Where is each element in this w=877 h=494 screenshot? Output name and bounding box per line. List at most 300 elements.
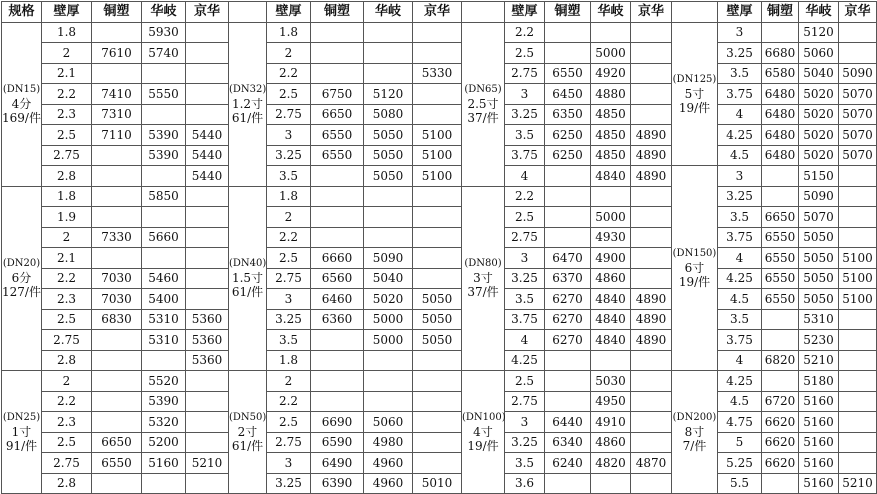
tongsu-price: 6620	[762, 432, 799, 453]
jinghua-price	[631, 207, 672, 228]
jinghua-price	[186, 186, 229, 207]
column-header: 京华	[839, 2, 877, 23]
wall-cell: 2.5	[505, 371, 545, 392]
tongsu-price	[762, 22, 799, 43]
huaqi-price: 5060	[364, 412, 413, 433]
jinghua-price	[839, 453, 877, 474]
jinghua-price	[186, 43, 229, 64]
wall-cell: 1.8	[267, 22, 311, 43]
spec-pack: 37/件	[467, 285, 499, 300]
huaqi-price: 5160	[799, 391, 839, 412]
wall-cell: 2.75	[267, 268, 311, 289]
tongsu-price	[311, 22, 364, 43]
huaqi-price	[364, 186, 413, 207]
spec-size: 5寸	[684, 86, 705, 101]
wall-cell: 3.5	[718, 309, 762, 330]
jinghua-price: 5440	[186, 125, 229, 146]
spec-pack: 37/件	[467, 111, 499, 125]
jinghua-price	[186, 22, 229, 43]
tongsu-price	[311, 166, 364, 187]
jinghua-price: 5070	[839, 104, 877, 125]
wall-cell: 2.2	[42, 391, 92, 412]
wall-cell: 4.25	[505, 350, 545, 371]
jinghua-price	[413, 391, 462, 412]
spec-dn: (DN80)	[464, 258, 502, 270]
huaqi-price: 5740	[142, 43, 186, 64]
huaqi-price: 5160	[799, 432, 839, 453]
wall-cell: 2.3	[42, 104, 92, 125]
price-table	[1, 1, 877, 494]
spec-size: 3寸	[473, 271, 493, 286]
column-header: 华岐	[799, 2, 839, 23]
jinghua-price	[631, 227, 672, 248]
huaqi-price: 5230	[799, 330, 839, 351]
tongsu-price: 6680	[762, 43, 799, 64]
huaqi-price	[364, 207, 413, 228]
jinghua-price: 5070	[839, 125, 877, 146]
huaqi-price: 4860	[591, 268, 631, 289]
jinghua-price	[631, 63, 672, 84]
spec-dn: (DN200)	[672, 412, 717, 423]
jinghua-price	[631, 22, 672, 43]
jinghua-price	[186, 84, 229, 105]
table-row	[2, 412, 877, 433]
tongsu-price: 7110	[92, 125, 142, 146]
huaqi-price	[591, 350, 631, 371]
wall-cell: 3	[718, 22, 762, 43]
wall-cell: 2.1	[42, 248, 92, 269]
wall-cell: 1.8	[42, 186, 92, 207]
huaqi-price: 4960	[364, 473, 413, 494]
huaqi-price: 4840	[591, 289, 631, 310]
huaqi-price: 5050	[799, 227, 839, 248]
tongsu-price	[311, 350, 364, 371]
jinghua-price	[186, 63, 229, 84]
jinghua-price	[186, 371, 229, 392]
wall-cell: 2	[42, 43, 92, 64]
wall-cell: 3	[505, 248, 545, 269]
jinghua-price: 5070	[839, 84, 877, 105]
jinghua-price	[186, 227, 229, 248]
tongsu-price	[311, 391, 364, 412]
tongsu-price: 6650	[92, 432, 142, 453]
column-header: 京华	[413, 2, 462, 23]
huaqi-price: 5050	[364, 125, 413, 146]
huaqi-price	[364, 63, 413, 84]
table-body	[2, 22, 877, 494]
spec-pack: 7/件	[682, 439, 707, 453]
huaqi-price: 5090	[364, 248, 413, 269]
wall-cell: 2.75	[42, 145, 92, 166]
spec-size: 1.5寸	[231, 271, 264, 286]
jinghua-price: 5100	[839, 268, 877, 289]
spec-dn: (DN15)	[2, 84, 41, 95]
jinghua-price: 5210	[839, 473, 877, 494]
wall-cell: 4.5	[718, 391, 762, 412]
jinghua-price	[631, 350, 672, 371]
wall-cell: 2.5	[267, 412, 311, 433]
huaqi-price: 5160	[799, 473, 839, 494]
jinghua-price	[631, 43, 672, 64]
wall-cell: 3	[267, 289, 311, 310]
huaqi-price: 4910	[591, 412, 631, 433]
jinghua-price: 5090	[839, 63, 877, 84]
wall-cell: 2.2	[267, 227, 311, 248]
jinghua-price	[839, 330, 877, 351]
wall-cell: 2.5	[505, 43, 545, 64]
tongsu-price	[762, 473, 799, 494]
spec-size: 1.2寸	[231, 97, 264, 111]
tongsu-price	[545, 391, 591, 412]
spec-cell	[229, 22, 267, 186]
huaqi-price: 5060	[799, 43, 839, 64]
wall-cell: 3.25	[267, 473, 311, 494]
wall-cell: 3.5	[505, 125, 545, 146]
huaqi-price: 5000	[591, 43, 631, 64]
jinghua-price: 4890	[631, 166, 672, 187]
huaqi-price: 5070	[799, 207, 839, 228]
column-header: 壁厚	[718, 2, 762, 23]
tongsu-price: 6690	[311, 412, 364, 433]
huaqi-price: 5050	[799, 268, 839, 289]
wall-cell: 3.25	[505, 432, 545, 453]
wall-cell: 3.5	[718, 207, 762, 228]
tongsu-price: 6480	[762, 145, 799, 166]
tongsu-price	[545, 371, 591, 392]
huaqi-price	[364, 227, 413, 248]
jinghua-price	[839, 371, 877, 392]
huaqi-price: 5160	[142, 453, 186, 474]
tongsu-price: 6560	[311, 268, 364, 289]
wall-cell: 2.75	[505, 227, 545, 248]
tongsu-price: 6720	[762, 391, 799, 412]
huaqi-price: 5930	[142, 22, 186, 43]
spec-cell	[229, 371, 267, 494]
jinghua-price: 4890	[631, 309, 672, 330]
huaqi-price	[142, 166, 186, 187]
spec-size: 4寸	[473, 425, 493, 439]
huaqi-price	[142, 63, 186, 84]
column-header: 铜塑	[545, 2, 591, 23]
wall-cell: 4.25	[718, 268, 762, 289]
huaqi-price: 5180	[799, 371, 839, 392]
tongsu-price: 6340	[545, 432, 591, 453]
huaqi-price: 4840	[591, 330, 631, 351]
jinghua-price	[413, 268, 462, 289]
tongsu-price: 6550	[311, 145, 364, 166]
tongsu-price: 7410	[92, 84, 142, 105]
spec-dn: (DN65)	[464, 84, 502, 95]
tongsu-price: 6550	[762, 289, 799, 310]
huaqi-price	[142, 248, 186, 269]
tongsu-price	[311, 207, 364, 228]
huaqi-price: 4840	[591, 309, 631, 330]
spec-pack: 61/件	[231, 285, 264, 300]
wall-cell: 5	[718, 432, 762, 453]
tongsu-price	[92, 412, 142, 433]
wall-cell: 3.6	[505, 473, 545, 494]
jinghua-price	[413, 22, 462, 43]
huaqi-price: 4820	[591, 453, 631, 474]
huaqi-price	[364, 350, 413, 371]
wall-cell: 2.5	[267, 248, 311, 269]
wall-cell: 1.8	[42, 22, 92, 43]
table-row	[2, 22, 877, 43]
huaqi-price: 5040	[799, 63, 839, 84]
tongsu-price: 6480	[762, 104, 799, 125]
wall-cell: 3.75	[505, 309, 545, 330]
column-header: 铜塑	[92, 2, 142, 23]
jinghua-price	[413, 43, 462, 64]
spec-size: 2寸	[237, 425, 258, 439]
wall-cell: 2	[42, 371, 92, 392]
spec-dn: (DN25)	[2, 412, 41, 423]
tongsu-price	[545, 350, 591, 371]
column-header: 京华	[186, 2, 229, 23]
tongsu-price: 6440	[545, 412, 591, 433]
tongsu-price	[762, 309, 799, 330]
jinghua-price: 5100	[413, 125, 462, 146]
table-row	[2, 350, 877, 371]
huaqi-price	[364, 391, 413, 412]
spec-cell	[462, 186, 505, 371]
spec-size: 8寸	[684, 425, 705, 439]
jinghua-price: 5100	[839, 289, 877, 310]
huaqi-price: 5520	[142, 371, 186, 392]
tongsu-price	[92, 63, 142, 84]
huaqi-price: 5310	[142, 330, 186, 351]
table-row	[2, 227, 877, 248]
huaqi-price: 5320	[142, 412, 186, 433]
jinghua-price	[631, 412, 672, 433]
wall-cell: 2.75	[42, 330, 92, 351]
jinghua-price	[186, 432, 229, 453]
wall-cell: 2.3	[42, 412, 92, 433]
tongsu-price: 6580	[762, 63, 799, 84]
jinghua-price	[186, 412, 229, 433]
tongsu-price	[92, 473, 142, 494]
huaqi-price	[142, 104, 186, 125]
tongsu-price: 6550	[762, 227, 799, 248]
huaqi-price: 5050	[364, 145, 413, 166]
wall-cell: 3	[505, 84, 545, 105]
jinghua-price	[631, 268, 672, 289]
wall-cell: 2	[267, 371, 311, 392]
wall-cell: 2.75	[267, 432, 311, 453]
jinghua-price	[631, 371, 672, 392]
huaqi-price: 5390	[142, 145, 186, 166]
wall-cell: 4	[718, 350, 762, 371]
tongsu-price: 6550	[762, 268, 799, 289]
tongsu-price: 6390	[311, 473, 364, 494]
table-row	[2, 63, 877, 84]
tongsu-price	[92, 371, 142, 392]
jinghua-price: 4870	[631, 453, 672, 474]
wall-cell: 1.8	[267, 350, 311, 371]
tongsu-price: 6480	[762, 125, 799, 146]
spec-cell	[462, 371, 505, 494]
tongsu-price: 6460	[311, 289, 364, 310]
tongsu-price: 6490	[311, 453, 364, 474]
huaqi-price: 4850	[591, 104, 631, 125]
jinghua-price	[839, 309, 877, 330]
huaqi-price: 5160	[799, 453, 839, 474]
huaqi-price: 5150	[799, 166, 839, 187]
tongsu-price: 7310	[92, 104, 142, 125]
wall-cell: 3	[267, 453, 311, 474]
wall-cell: 4	[505, 330, 545, 351]
jinghua-price	[413, 186, 462, 207]
wall-cell: 3.75	[505, 145, 545, 166]
wall-cell: 2	[267, 207, 311, 228]
huaqi-price: 5390	[142, 391, 186, 412]
spec-cell	[229, 186, 267, 371]
jinghua-price	[413, 371, 462, 392]
spec-pack: 127/件	[2, 285, 41, 300]
jinghua-price	[413, 248, 462, 269]
table-row	[2, 453, 877, 474]
wall-cell: 4	[505, 166, 545, 187]
spec-cell	[2, 186, 42, 371]
huaqi-price: 5080	[364, 104, 413, 125]
spec-dn: (DN50)	[229, 412, 267, 423]
wall-cell: 2.2	[42, 84, 92, 105]
spec-pack: 19/件	[678, 100, 711, 115]
tongsu-price	[545, 207, 591, 228]
spec-size: 2.5寸	[467, 97, 499, 111]
jinghua-price	[631, 104, 672, 125]
tongsu-price: 6250	[545, 125, 591, 146]
jinghua-price: 5050	[413, 289, 462, 310]
jinghua-price	[839, 350, 877, 371]
wall-cell: 4.5	[718, 289, 762, 310]
jinghua-price	[839, 227, 877, 248]
jinghua-price: 5360	[186, 350, 229, 371]
jinghua-price	[631, 391, 672, 412]
tongsu-price	[545, 43, 591, 64]
jinghua-price	[186, 268, 229, 289]
spec-dn: (DN40)	[229, 258, 267, 270]
huaqi-price: 5400	[142, 289, 186, 310]
jinghua-price	[631, 432, 672, 453]
wall-cell: 4.75	[718, 412, 762, 433]
wall-cell: 2.8	[42, 473, 92, 494]
wall-cell: 3.5	[267, 330, 311, 351]
spec-pack: 169/件	[2, 111, 41, 125]
huaqi-price: 5120	[799, 22, 839, 43]
wall-cell: 2.1	[42, 63, 92, 84]
spec-cell	[672, 371, 718, 494]
huaqi-price: 5040	[364, 268, 413, 289]
table-row	[2, 125, 877, 146]
table-row	[2, 166, 877, 187]
huaqi-price: 4950	[591, 391, 631, 412]
jinghua-price	[413, 453, 462, 474]
jinghua-price: 5360	[186, 309, 229, 330]
spec-dn: (DN32)	[229, 84, 267, 95]
wall-cell: 3.5	[505, 453, 545, 474]
wall-cell: 2.5	[42, 309, 92, 330]
huaqi-price: 5310	[142, 309, 186, 330]
huaqi-price	[364, 371, 413, 392]
wall-cell: 2	[267, 43, 311, 64]
huaqi-price: 4900	[591, 248, 631, 269]
tongsu-price: 6550	[92, 453, 142, 474]
jinghua-price	[413, 84, 462, 105]
table-row	[2, 289, 877, 310]
jinghua-price	[413, 207, 462, 228]
tongsu-price	[92, 248, 142, 269]
wall-cell: 2	[42, 227, 92, 248]
wall-cell: 3.75	[718, 227, 762, 248]
tongsu-price	[311, 330, 364, 351]
wall-cell: 2.8	[42, 166, 92, 187]
column-header: 壁厚	[42, 2, 92, 23]
tongsu-price: 6480	[762, 84, 799, 105]
huaqi-price	[591, 186, 631, 207]
table-row	[2, 473, 877, 494]
tongsu-price	[92, 207, 142, 228]
tongsu-price: 6270	[545, 289, 591, 310]
huaqi-price	[142, 473, 186, 494]
huaqi-price	[364, 43, 413, 64]
jinghua-price	[186, 248, 229, 269]
column-header: 铜塑	[762, 2, 799, 23]
wall-cell: 3.25	[267, 145, 311, 166]
jinghua-price	[839, 207, 877, 228]
jinghua-price	[839, 391, 877, 412]
jinghua-price: 5360	[186, 330, 229, 351]
jinghua-price	[186, 289, 229, 310]
tongsu-price	[92, 391, 142, 412]
table-row	[2, 268, 877, 289]
tongsu-price: 6240	[545, 453, 591, 474]
huaqi-price: 5000	[591, 207, 631, 228]
spec-size: 1寸	[11, 425, 32, 439]
column-header: 壁厚	[505, 2, 545, 23]
wall-cell: 2.5	[267, 84, 311, 105]
spec-size: 4分	[11, 97, 32, 111]
huaqi-price: 5200	[142, 432, 186, 453]
huaqi-price: 5000	[364, 309, 413, 330]
wall-cell: 3	[505, 412, 545, 433]
huaqi-price: 4850	[591, 145, 631, 166]
column-header: 壁厚	[267, 2, 311, 23]
jinghua-price	[186, 473, 229, 494]
jinghua-price: 5330	[413, 63, 462, 84]
jinghua-price	[413, 432, 462, 453]
wall-cell: 4	[718, 248, 762, 269]
column-header	[672, 2, 718, 23]
tongsu-price: 6360	[311, 309, 364, 330]
jinghua-price: 4890	[631, 145, 672, 166]
tongsu-price: 6650	[311, 104, 364, 125]
huaqi-price: 5020	[799, 125, 839, 146]
tongsu-price	[762, 371, 799, 392]
wall-cell: 2.2	[505, 186, 545, 207]
jinghua-price	[186, 391, 229, 412]
tongsu-price: 6830	[92, 309, 142, 330]
tongsu-price	[545, 227, 591, 248]
huaqi-price: 5210	[799, 350, 839, 371]
jinghua-price: 5100	[413, 166, 462, 187]
jinghua-price	[839, 22, 877, 43]
jinghua-price	[413, 227, 462, 248]
jinghua-price: 5050	[413, 330, 462, 351]
table-row	[2, 43, 877, 64]
huaqi-price: 5020	[799, 84, 839, 105]
tongsu-price	[92, 145, 142, 166]
